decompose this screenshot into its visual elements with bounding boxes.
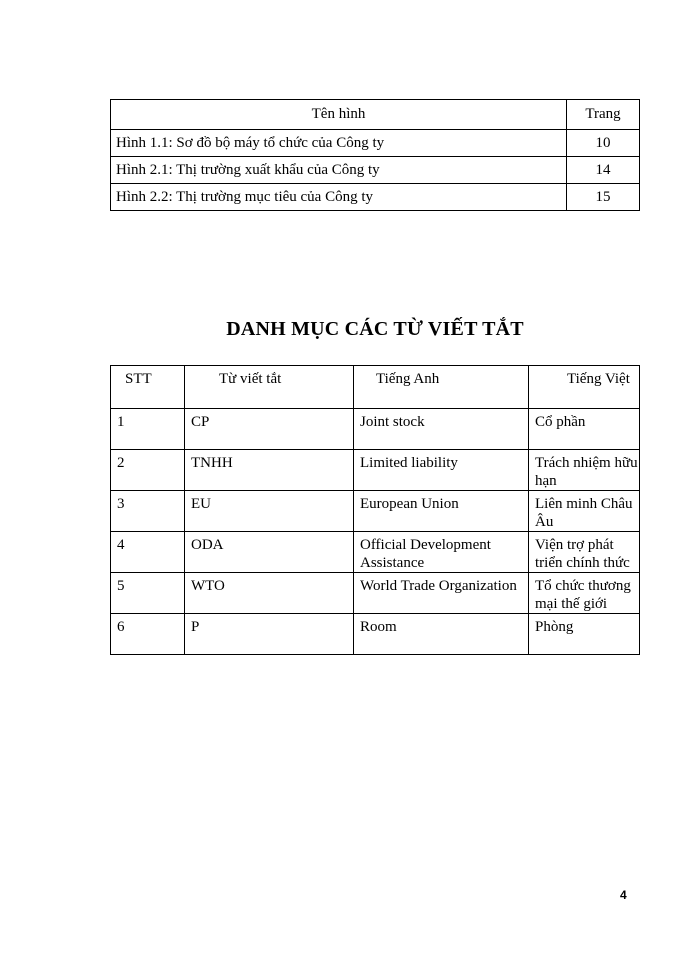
figure-page: 15: [567, 184, 640, 211]
figures-header-row: [111, 100, 640, 130]
figure-name: Hình 1.1: Sơ đồ bộ máy tổ chức của Công ty: [111, 130, 567, 157]
figures-header-page: Trang: [567, 100, 640, 130]
figures-table: [110, 99, 640, 211]
cell-stt: 4: [111, 532, 185, 573]
cell-abbreviation: P: [185, 614, 354, 655]
cell-vietnamese: Trách nhiệm hữu hạn: [529, 450, 640, 491]
cell-stt: 6: [111, 614, 185, 655]
cell-english: Official Development Assistance: [354, 532, 529, 573]
cell-vietnamese: Viện trợ phát triển chính thức: [529, 532, 640, 573]
table-row: [111, 491, 640, 532]
table-row: [111, 409, 640, 450]
cell-stt: 1: [111, 409, 185, 450]
table-row: [111, 184, 640, 211]
table-row: [111, 614, 640, 655]
cell-vietnamese: Phòng: [529, 614, 640, 655]
header-stt: STT: [111, 366, 185, 409]
cell-english: Limited liability: [354, 450, 529, 491]
table-row: [111, 130, 640, 157]
cell-abbreviation: TNHH: [185, 450, 354, 491]
figure-name: Hình 2.1: Thị trường xuất khẩu của Công ty: [111, 157, 567, 184]
cell-english: Joint stock: [354, 409, 529, 450]
cell-vietnamese: Tổ chức thương mại thế giới: [529, 573, 640, 614]
figures-header-name: Tên hình: [111, 100, 567, 130]
cell-vietnamese: Liên minh Châu Âu: [529, 491, 640, 532]
table-row: [111, 532, 640, 573]
cell-stt: 2: [111, 450, 185, 491]
cell-abbreviation: ODA: [185, 532, 354, 573]
figure-page: 14: [567, 157, 640, 184]
cell-abbreviation: WTO: [185, 573, 354, 614]
abbreviations-title: DANH MỤC CÁC TỪ VIẾT TẮT: [226, 318, 524, 340]
cell-abbreviation: EU: [185, 491, 354, 532]
cell-abbreviation: CP: [185, 409, 354, 450]
figure-page: 10: [567, 130, 640, 157]
cell-english: European Union: [354, 491, 529, 532]
abbreviations-table: [110, 365, 640, 655]
cell-english: Room: [354, 614, 529, 655]
figure-name: Hình 2.2: Thị trường mục tiêu của Công ty: [111, 184, 567, 211]
header-english: Tiếng Anh: [354, 366, 529, 409]
page-number: 4: [620, 888, 627, 902]
header-vietnamese: Tiếng Việt: [529, 366, 640, 409]
header-abbreviation: Từ viết tắt: [185, 366, 354, 409]
table-row: [111, 573, 640, 614]
abbreviations-header-row: [111, 366, 640, 409]
cell-stt: 5: [111, 573, 185, 614]
table-row: [111, 450, 640, 491]
table-row: [111, 157, 640, 184]
cell-stt: 3: [111, 491, 185, 532]
cell-vietnamese: Cổ phần: [529, 409, 640, 450]
cell-english: World Trade Organization: [354, 573, 529, 614]
